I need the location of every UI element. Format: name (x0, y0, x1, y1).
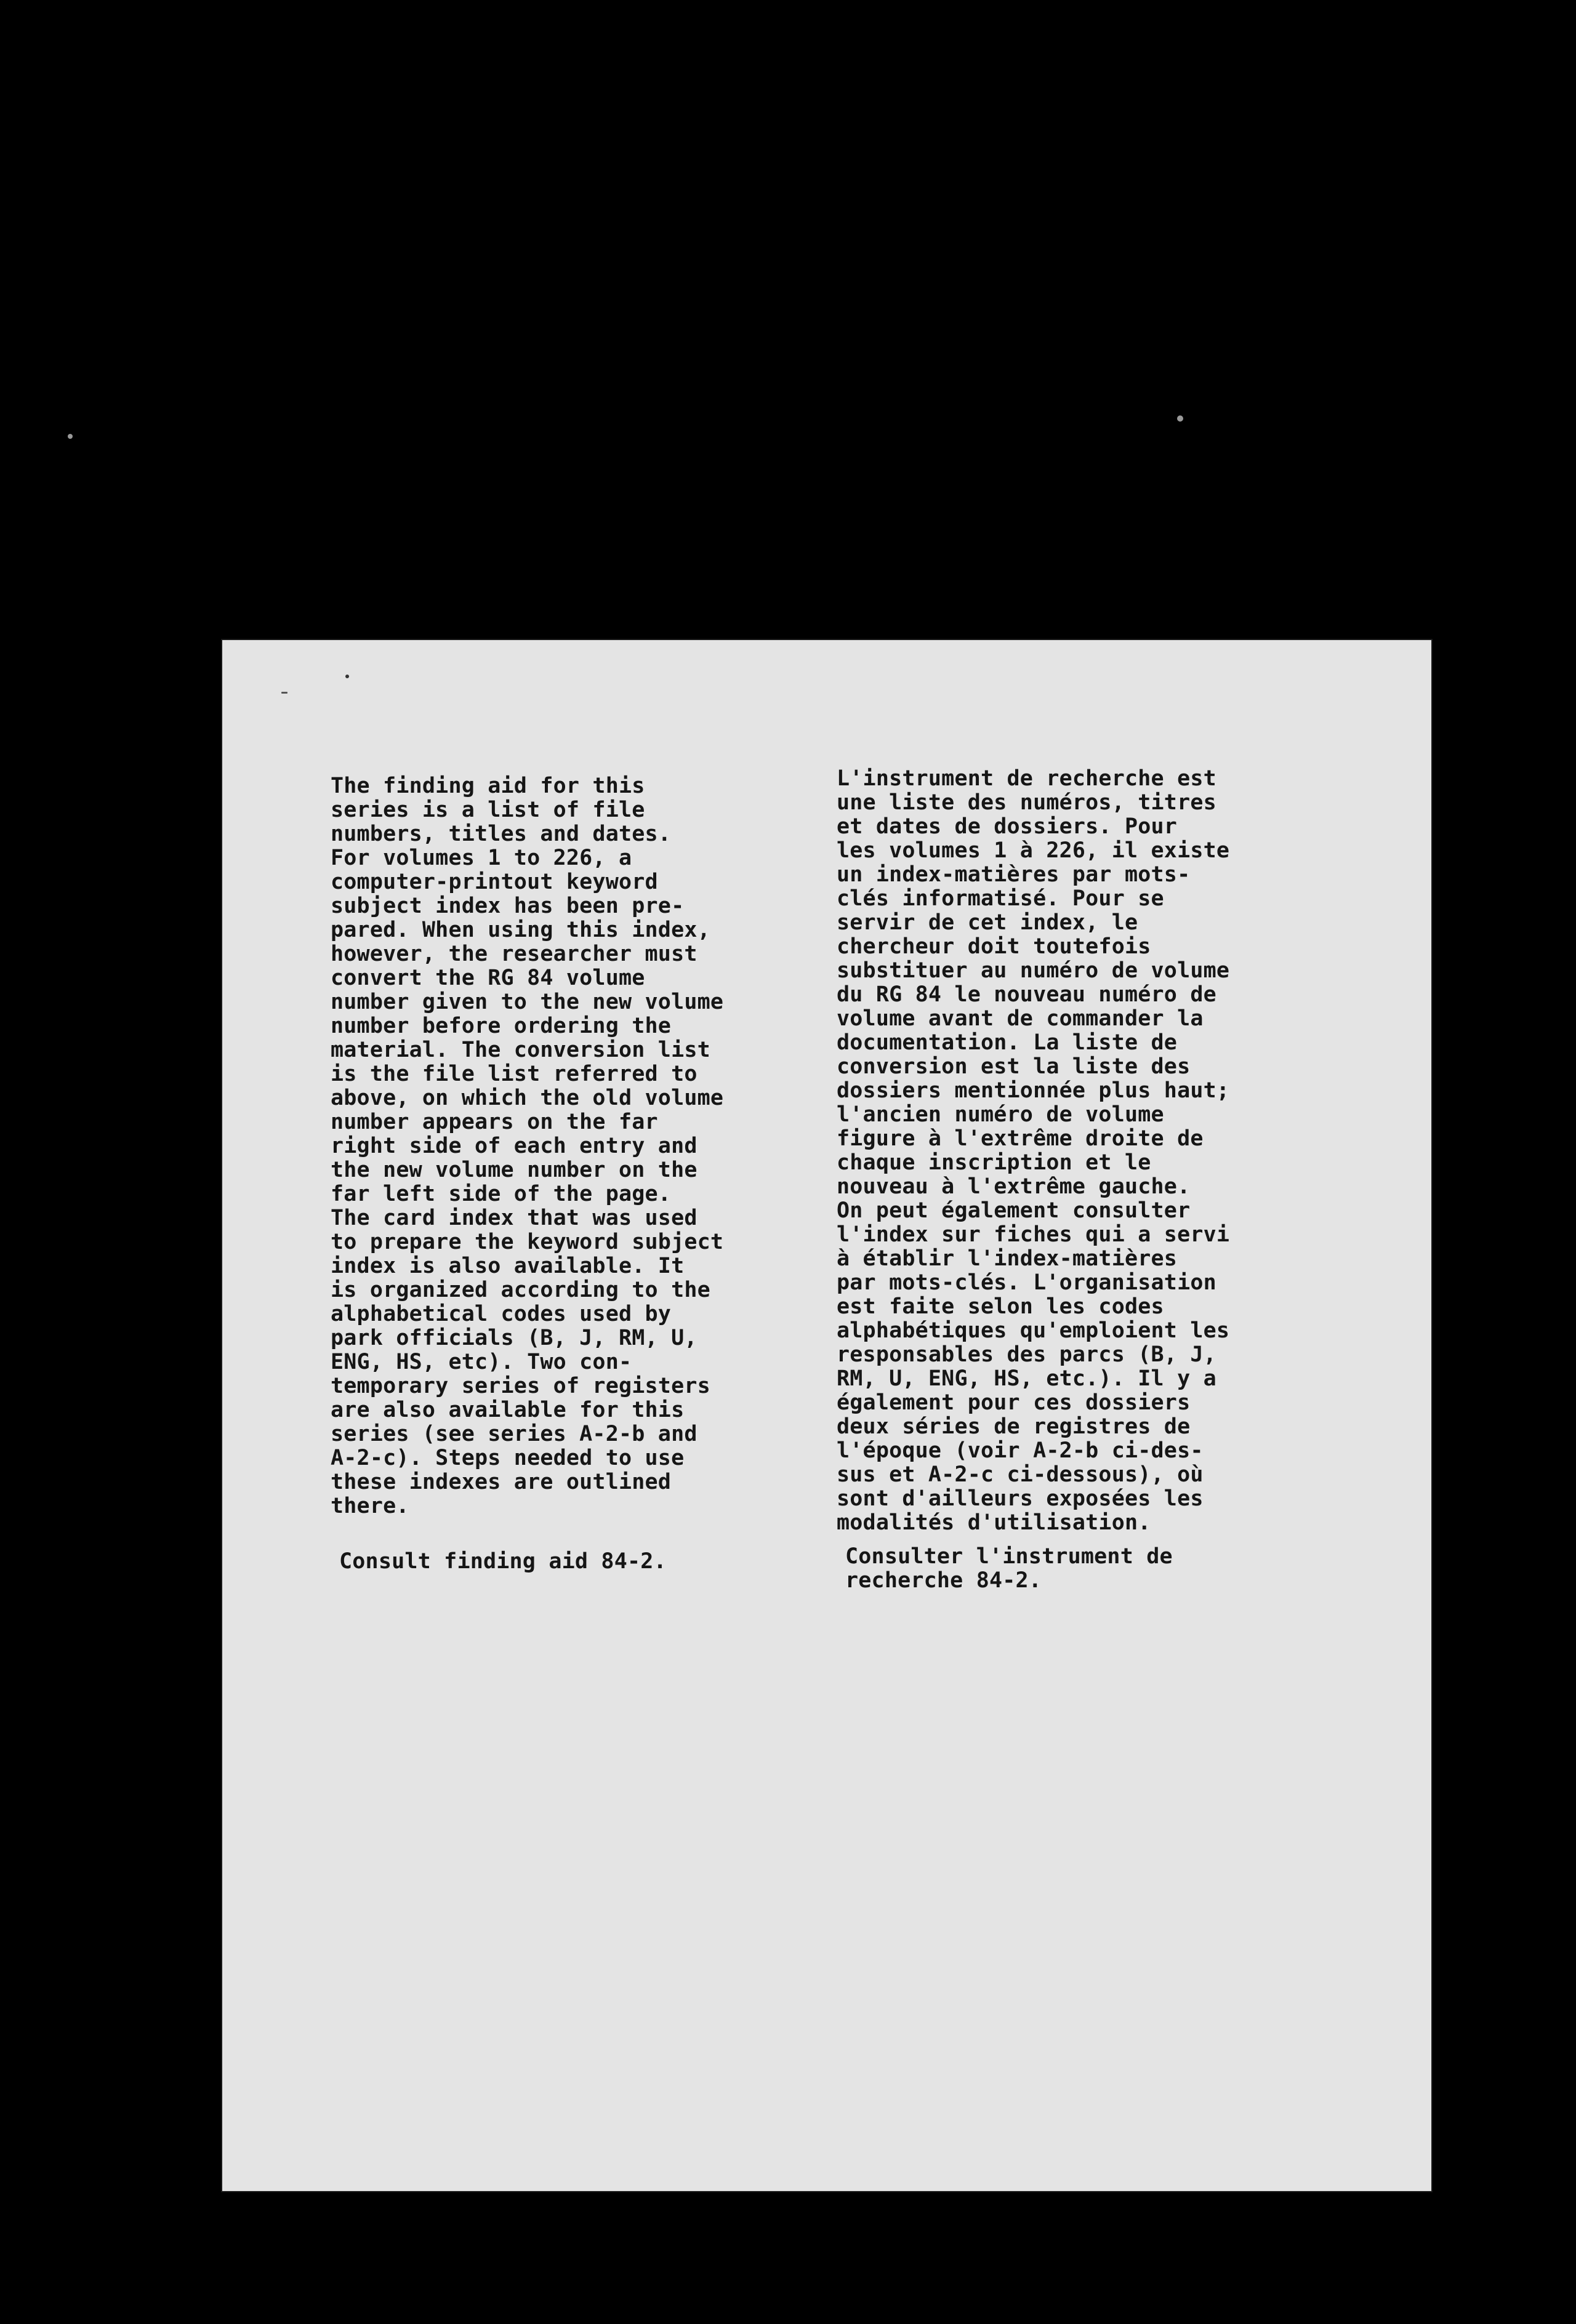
document-page (222, 640, 1431, 2191)
film-speck (68, 434, 73, 439)
film-speck (1177, 415, 1183, 422)
french-consult-note: Consulter l'instrument de recherche 84-2. (845, 1544, 1173, 1593)
english-consult-note: Consult finding aid 84-2. (339, 1549, 667, 1574)
page-speck (345, 675, 349, 678)
english-paragraph: The finding aid for this series is a list of file numbers, titles and dates. For volumes 1 to 226, a computer-printout keyword subject index has been pre- pared. When using this index, however, the researcher must convert the RG 84 volume number given to the new volume number before ordering the material. The conversion list is the file list referred to above, on which the old volume number appears on the far right side of each entry and the new volume number on the far left side of the page. The card index that was used to prepare the keyword subject index is also available. It is organized according to the alphabetical codes used by park officials (B, J, RM, U, ENG, HS, etc). Two con- temporary series of registers are also available for this series (see series A-2-b and A-2-c). Steps needed to use these indexes are outlined there. (331, 774, 724, 1518)
french-paragraph: L'instrument de recherche est une liste des numéros, titres et dates de dossiers. Pour les volumes 1 à 226, il existe un index-matières par mots- clés informatisé. Pour se servir de cet index, le chercheur doit toutefois substituer au numéro de volume du RG 84 le nouveau numéro de volume avant de commander la documentation. La liste de conversion est la liste des dossiers mentionnée plus haut; l'ancien numéro de volume figure à l'extrême droite de chaque inscription et le nouveau à l'extrême gauche. On peut également consulter l'index sur fiches qui a servi à établir l'index-matières par mots-clés. L'organisation est faite selon les codes alphabétiques qu'emploient les responsables des parcs (B, J, RM, U, ENG, HS, etc.). Il y a également pour ces dossiers deux séries de registres de l'époque (voir A-2-b ci-des- sus et A-2-c ci-dessous), où sont d'ailleurs exposées les modalités d'utilisation. (837, 766, 1230, 1535)
page-speck (281, 692, 287, 694)
